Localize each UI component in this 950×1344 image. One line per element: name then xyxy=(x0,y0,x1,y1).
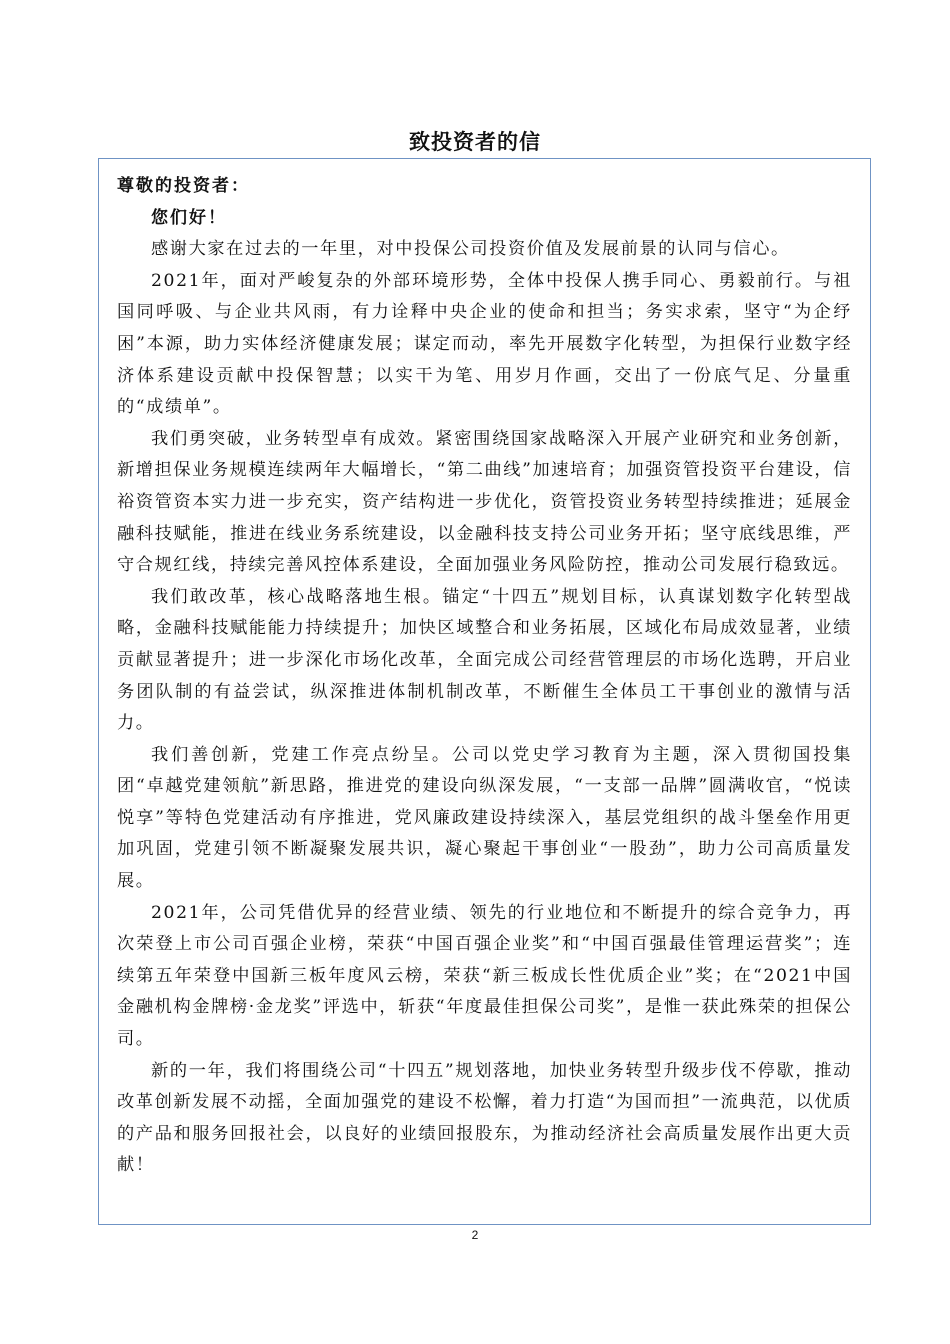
paragraph-new-year: 新的一年，我们将围绕公司“十四五”规划落地，加快业务转型升级步伐不停歇，推动改革创新发展不动摇，全面加强党的建设不松懈，着力打造“为国而担”一流典范，以优质的产品和服务回报社会，以良好的业绩回报股东，为推动经济社会高质量发展作出更大贡献！ xyxy=(117,1060,852,1176)
paragraph-thanks: 感谢大家在过去的一年里，对中投保公司投资价值及发展前景的认同与信心。 xyxy=(151,239,790,260)
page-number: 2 xyxy=(471,1228,479,1242)
letter-title: 致投资者的信 xyxy=(409,130,541,154)
paragraph-reform: 我们敢改革，核心战略落地生根。锚定“十四五”规划目标，认真谋划数字化转型战略，金融科技赋能能力持续提升；加快区域整合和业务拓展，区域化布局成效显著，业绩贡献显著提升；进一步深化市场化改革，全面完成公司经营管理层的市场化选聘，开启业务团队制的有益尝试，纵深推进体制机制改革，不断催生全体员工干事创业的激情与活力。 xyxy=(117,586,852,734)
paragraph-party-building: 我们善创新，党建工作亮点纷呈。公司以党史学习教育为主题，深入贯彻国投集团“卓越党建领航”新思路，推进党的建设向纵深发展，“一支部一品牌”圆满收官，“悦读悦享”等特色党建活动有序推进，党风廉政建设持续深入，基层党组织的战斗堡垒作用更加巩固，党建引领不断凝聚发展共识，凝心聚起干事创业“一股劲”，助力公司高质量发展。 xyxy=(117,744,852,892)
salutation: 尊敬的投资者： xyxy=(117,176,250,196)
paragraph-2021-overview: 2021年，面对严峻复杂的外部环境形势，全体中投保人携手同心、勇毅前行。与祖国同呼吸、与企业共风雨，有力诠释中央企业的使命和担当；务实求索，坚守“为企纾困”本源，助力实体经济健康发展；谋定而动，率先开展数字化转型，为担保行业数字经济体系建设贡献中投保智慧；以实干为笔、用岁月作画，交出了一份底气足、分量重的“成绩单”。 xyxy=(117,270,852,418)
paragraph-awards: 2021年，公司凭借优异的经营业绩、领先的行业地位和不断提升的综合竞争力，再次荣登上市公司百强企业榜，荣获“中国百强企业奖”和“中国百强最佳管理运营奖”；连续第五年荣登中国新三板年度风云榜，荣获“新三板成长性优质企业”奖；在“2021中国金融机构金牌榜·金龙奖”评选中，斩获“年度最佳担保公司奖”，是惟一获此殊荣的担保公司。 xyxy=(117,902,852,1050)
letter-box xyxy=(98,158,871,1225)
greeting: 您们好！ xyxy=(151,207,227,228)
paragraph-business-transformation: 我们勇突破，业务转型卓有成效。紧密围绕国家战略深入开展产业研究和业务创新，新增担保业务规模连续两年大幅增长，“第二曲线”加速培育；加强资管投资平台建设，信裕资管资本实力进一步充实，资产结构进一步优化，资管投资业务转型持续推进；延展金融科技赋能，推进在线业务系统建设，以金融科技支持公司业务开拓；坚守底线思维，严守合规红线，持续完善风控体系建设，全面加强业务风险防控，推动公司发展行稳致远。 xyxy=(117,428,852,576)
